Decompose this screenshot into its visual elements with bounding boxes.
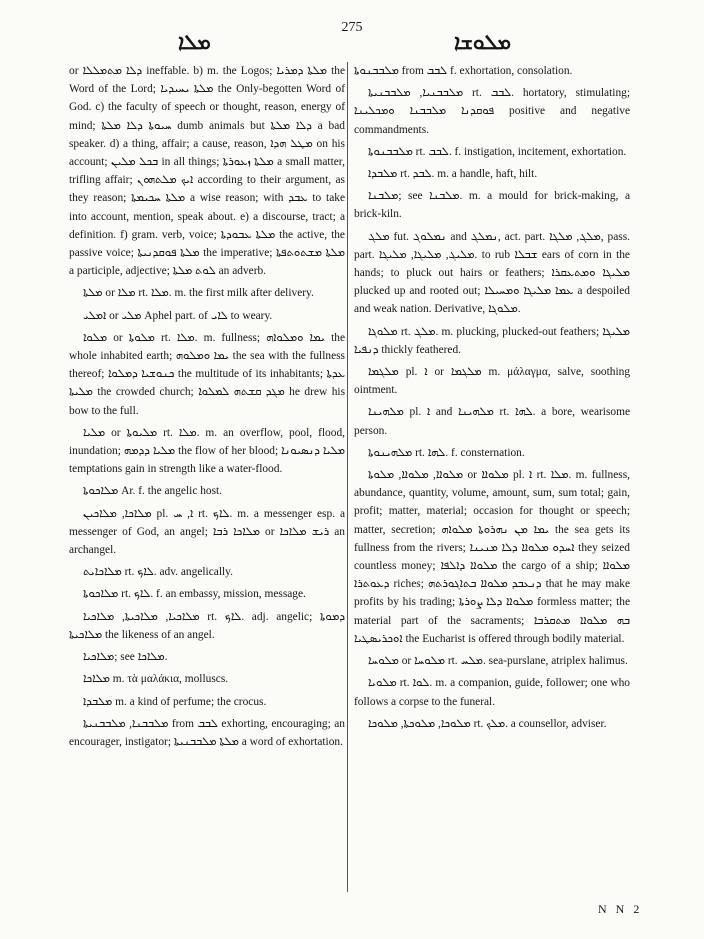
dictionary-entry: ܡܠܘܟܐ, ܡܠܘܟܬܐ, ܡܠܘܟܐ rt. ܡܠܟ. a counsellor, adviser. (368, 717, 607, 730)
dictionary-entry: ܡܠܒܒܢܘܬܐ from ܠܒܒ f. exhortation, consolation. (354, 65, 573, 77)
dictionary-entry: or ܕܠܐ ܡܬܡܠܠܐ ineffable. b) m. the Logos; ܡܠܬܐ ܕܡܪܝܐ the Word of the Lord; ܡܠܬܐ ܝܚܝܕܝܐ the Only-begotten Word of God. c) the faculty of speech or thought, reason, energy of mind; ܚܝܘܬܐ ܕܠܐ ܡܠܬܐ dumb animals but ܕܠܐ ܡܠܬܐ a bad speaker. d) a thing, affair; a cause, reason, ܡܛܠ ܗܕܐ on his account; ܒܟܠ ܡܠܝܢ in all things; ܡܠܬܐ ܙܥܘܪܬܐ a small matter, trifling affair; ܐܝܟ ܡܠܬܗܘܢ according to their argument, as they reason; ܡܠܬܐ ܚܟܝܡܬܐ a wise reason; with ܥܒܕ to take into account, mention, speak about. e) a discourse, tract; a definition. f) gram. verb, voice; ܡܠܬܐ ܥܒܘܕܬܐ the active, the passive voice; ܡܠܬܐ ܦܘܩܕܢܝܬܐ the imperative; ܡܠܬܐ ܡܫܬܘܬܦܬܐ a participle, adjective; ܠܘܬ ܡܠܬܐ an adverb. (69, 65, 345, 278)
dictionary-entry: ܡܠܐܟܘܬܐ rt. ܠܐܟ. f. an embassy, mission, message. (83, 588, 306, 601)
dictionary-entry: ܡܠܐܟܐܝܬ rt. ܠܐܟ. adv. angelically. (83, 566, 233, 579)
dictionary-entry: ܡܠܒܕܐ m. a kind of perfume; the crocus. (83, 695, 267, 708)
dictionary-entry: ܡܠܒܒܢܘܬܐ rt. ܠܒܒ. f. instigation, incitement, exhortation. (368, 145, 627, 158)
dictionary-entry: ܡܠܗܝܢܘܬܐ rt. ܠܗܐ. f. consternation. (368, 446, 525, 459)
dictionary-entry: ܡܠܐܟܝܐ; see ܡܠܐܟܐ. (83, 651, 168, 664)
left-column (69, 62, 345, 898)
dictionary-entry: ܡܠܓܡܐ pl. ܐ or ܡܠܓܡܐ m. μάλαγμα, salve, soothing ointment. (354, 366, 630, 397)
dictionary-entry: ܡܠܐܟܐ m. τὰ μαλάκια, molluscs. (83, 673, 229, 686)
right-column (354, 62, 630, 898)
page-number: 275 (341, 20, 363, 35)
page-header (0, 20, 704, 60)
dictionary-entry: ܡܠܓ fut. ܢܡܠܘܓ and ܢܡܠܓ, act. part. ܡܠܓ, ܡܠܓܐ, pass. part. ܡܠܝܓ, ܡܠܝܓܐ, ܡܠܝܓܐ. to rub ܫܒܠܐ ears of corn in the hands; to pluck out hairs or feathers; ܡܠܝܓܐ ܘܡܬܥܩܪܐ plucked up and rooted out; ܥܡܐ ܡܠܝܓܐ ܘܡܚܝܠܐ a despoiled and weak nation. Derivative, ܡܠܘܓܐ. (354, 230, 630, 316)
dictionary-entry: ܡܠܐܟܘܬܐ Ar. f. the angelic host. (83, 485, 223, 498)
dictionary-entry: ܡܠܒܒܢܐ, ܡܠܒܒܢܝܬܐ from ܠܒܒ exhorting, encouraging; an encourager, instigator; ܡܠܬܐ ܡܠܒܒܢܝܬܐ a word of exhortation. (69, 717, 345, 748)
dictionary-entry: ܡܠܘܐܐ, ܡܠܘܐܐ, ܡܠܘܬܐ or ܡܠܘܐܐ pl. ܐ rt. ܡܠܐ. m. fullness, abundance, quantity, volume, amount, sum, sum total; gain, profit; matter, material; occasion for thought or speech; matter, secretion; ܝܡܐ ܡܢ ܢܗܪܘܬܐ ܡܠܘܐܗ the sea gets its fullness from the rivers; ܐܚܕܘ ܡܠܘܐܐ ܕܠܐ ܡܢܝܢܐ they seized countless money; ܡܠܘܐܐ ܕܐܠܦܐ the cargo of a ship; ܡܠܘܐܐ ܕܥܘܬܪܐ riches; ܕܢܥܒܕ ܡܠܘܐܐ ܒܬܐܓܘܪܬܗ that he may make profits by his trading; ܡܠܘܐܐ ܕܠܐ ܨܘܪܬܐ formless matter; the material part of the sacraments; ܒܗ ܡܠܘܐܐ ܡܬܩܪܒܐ ܐܘܟܪܝܣܛܝܐ the Eucharist is offered through bodily material. (354, 469, 630, 645)
dictionary-entry: ܡܠܘܚܐ or ܡܠܘܚܐ rt. ܡܠܚ. sea-purslane, atriplex halimus. (368, 655, 628, 668)
dictionary-entry: ܡܠܒܒܢܝܐ, ܡܠܒܒܢܝܬܐ rt. ܠܒܒ. hortatory, stimulating; ܦܘܩܕܢܐ ܡܠܒܒܢܐ ܘܡܟܠܝܢܐ positive and negative commandments. (354, 87, 630, 136)
dictionary-entry: ܡܠܬܐ or ܡܠܐ rt. ܡܠܐ. m. the first milk after delivery. (83, 287, 314, 300)
dictionary-entry: ܡܠܘܝܐ rt. ܠܘܐ. m. a companion, guide, follower; one who follows a corpse to the funeral. (354, 677, 630, 708)
dictionary-entry: ܡܠܒܢܐ; see ܡܠܒܢܐ. m. a mould for brick-making, a brick-kiln. (354, 190, 630, 221)
column-divider (347, 62, 348, 892)
dictionary-entry: ܡܠܘܓܐ rt. ܡܠܓ. m. plucking, plucked-out feathers; ܡܠܝܓܐ ܕܢܦܝܐ thickly feathered. (354, 325, 630, 356)
signature-mark: N N 2 (598, 902, 643, 916)
dictionary-entry: ܡܠܐܟܝܐ, ܡܠܐܟܝܬܐ, ܡܠܐܟܝܐ rt. ܠܐܟ. adj. angelic; ܕܡܘܬܐ ܡܠܐܟܝܬܐ the likeness of an angel. (69, 610, 345, 641)
dictionary-entry: ܡܠܘܐ or ܡܠܘܬܐ rt. ܡܠܐ. m. fullness; ܝܡܐ ܘܡܠܘܐܗ the whole inhabited earth; ܝܡܐ ܘܡܠܘܗ the sea with the fullness thereof; ܟܢܘܫܝܐ ܕܡܠܘܐ the multitude of its inhabitants; ܥܕܬܐ ܡܠܝܬܐ the crowded church; ܡܓܕ ܩܫܬܗ ܠܡܠܘܐ he drew his bow to the full. (69, 331, 345, 417)
dictionary-entry: ܡܠܝܐ or ܡܠܝܘܬܐ rt. ܡܠܐ. m. an overflow, pool, flood, inundation; ܡܠܝܐ ܕܕܡܗ the flow of her blood; ܡܠܝܐ ܕܢܣܝܘܢܐ temptations gain in strength like a water-flood. (69, 426, 345, 476)
header-left-word: ܡܠܐ (178, 30, 211, 54)
dictionary-entry: ܡܠܐܟܐ, ܡܠܐܟܝܢ pl. ܐ, ܚ rt. ܠܐܟ. m. a messenger esp. a messenger of God, an angel; ܡܠܐܟܐ ܪܒܐ or ܪܝܫ ܡܠܐܟܐ an archangel. (69, 507, 345, 557)
dictionary-entry: ܐܡܠܝ or ܡܠܝ Aphel part. of ܠܐܝ to weary. (83, 309, 273, 322)
dictionary-entry: ܡܠܒܕܐ rt. ܠܒܕ. m. a handle, haft, hilt. (368, 168, 538, 181)
header-right-word: ܡܠܘܫܐ (454, 30, 512, 54)
dictionary-entry: ܡܠܗܝܢܐ pl. ܐ and ܡܠܗܝܢܐ rt. ܠܗܐ. a bore, wearisome person. (354, 406, 630, 437)
